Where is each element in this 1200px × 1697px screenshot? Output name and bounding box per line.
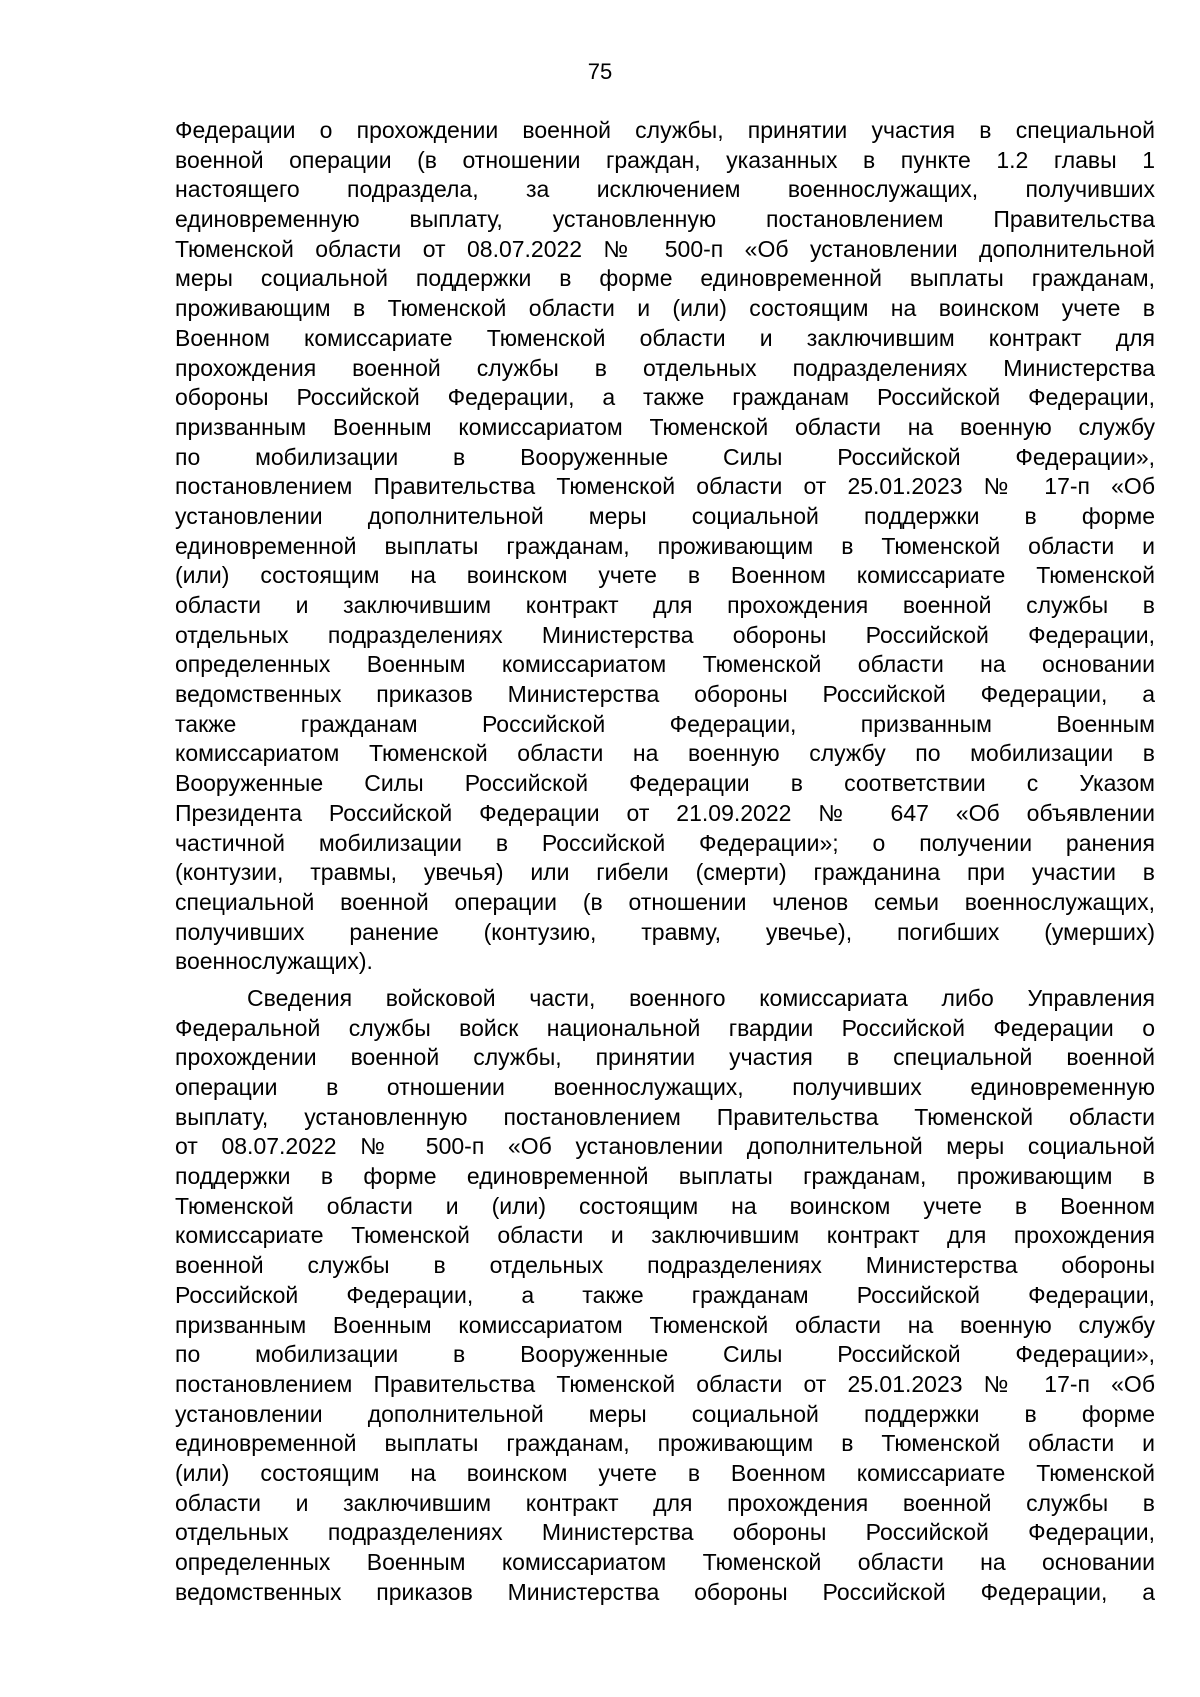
text-line: (или) состоящим на воинском учете в Военном комиссариате Тюменской <box>175 562 1155 589</box>
text-line: определенных Военным комиссариатом Тюменской области на основании <box>175 651 1155 678</box>
text-line: Тюменской области от 08.07.2022 № 500-п «Об установлении дополнительной <box>175 235 1155 262</box>
text-line: постановлением Правительства Тюменской области от 25.01.2023 № 17-п «Об <box>175 473 1155 500</box>
text-line: комиссариате Тюменской области и заключившим контракт для прохождения <box>175 1222 1155 1249</box>
text-line: определенных Военным комиссариатом Тюменской области на основании <box>175 1549 1155 1575</box>
text-line: отдельных подразделениях Министерства обороны Российской Федерации, <box>175 621 1155 648</box>
text-line: проживающим в Тюменской области и (или) состоящим на воинском учете в <box>175 295 1155 322</box>
text-line: получивших ранение (контузию, травму, увечье), погибших (умерших) <box>175 918 1155 945</box>
text-line: установлении дополнительной меры социальной поддержки в форме <box>175 502 1155 529</box>
text-line: Президента Российской Федерации от 21.09.2022 № 647 «Об объявлении <box>175 799 1155 826</box>
text-line: настоящего подраздела, за исключением военнослужащих, получивших <box>175 176 1155 203</box>
page-number: 75 <box>587 59 613 84</box>
text-line: комиссариатом Тюменской области на военную службу по мобилизации в <box>175 740 1155 767</box>
text-line: области и заключившим контракт для прохождения военной службы в <box>175 592 1155 618</box>
document-body <box>175 116 1155 1607</box>
paragraph-2 <box>175 984 1155 1607</box>
text-line: единовременную выплату, установленную постановлением Правительства <box>175 206 1155 233</box>
text-line: также гражданам Российской Федерации, призванным Военным <box>175 710 1155 737</box>
text-line: установлении дополнительной меры социальной поддержки в форме <box>175 1400 1155 1427</box>
text-line: Федерации о прохождении военной службы, принятии участия в специальной <box>175 117 1155 143</box>
text-line: прохождении военной службы, принятии участия в специальной военной <box>175 1044 1155 1071</box>
text-line: от 08.07.2022 № 500-п «Об установлении дополнительной меры социальной <box>175 1133 1155 1160</box>
text-line: Военном комиссариате Тюменской области и заключившим контракт для <box>175 324 1155 351</box>
text-line: ведомственных приказов Министерства обороны Российской Федерации, а <box>175 681 1155 708</box>
text-line: (контузии, травмы, увечья) или гибели (смерти) гражданина при участии в <box>175 859 1155 886</box>
text-line: меры социальной поддержки в форме единовременной выплаты гражданам, <box>175 265 1155 292</box>
text-line: единовременной выплаты гражданам, проживающим в Тюменской области и <box>175 1430 1155 1457</box>
text-line: прохождения военной службы в отдельных подразделениях Министерства <box>175 354 1155 381</box>
text-line: постановлением Правительства Тюменской области от 25.01.2023 № 17-п «Об <box>175 1370 1155 1397</box>
text-line: призванным Военным комиссариатом Тюменской области на военную службу <box>175 413 1155 440</box>
text-line: военной службы в отдельных подразделениях Министерства обороны <box>175 1252 1155 1279</box>
text-line: по мобилизации в Вооруженные Силы Российской Федерации», <box>175 1341 1155 1368</box>
text-line: поддержки в форме единовременной выплаты гражданам, проживающим в <box>175 1163 1155 1190</box>
text-line: области и заключившим контракт для прохождения военной службы в <box>175 1489 1155 1516</box>
text-line: (или) состоящим на воинском учете в Военном комиссариате Тюменской <box>175 1459 1155 1486</box>
text-line: ведомственных приказов Министерства обороны Российской Федерации, а <box>175 1578 1155 1605</box>
text-line: частичной мобилизации в Российской Федерации»; о получении ранения <box>175 829 1155 856</box>
text-line: по мобилизации в Вооруженные Силы Российской Федерации», <box>175 443 1155 470</box>
text-line: единовременной выплаты гражданам, проживающим в Тюменской области и <box>175 532 1155 559</box>
text-line: военной операции (в отношении граждан, указанных в пункте 1.2 главы 1 <box>175 146 1155 173</box>
text-line: выплату, установленную постановлением Правительства Тюменской области <box>175 1103 1155 1130</box>
text-line: отдельных подразделениях Министерства обороны Российской Федерации, <box>175 1519 1155 1546</box>
text-line: призванным Военным комиссариатом Тюменской области на военную службу <box>175 1311 1155 1338</box>
text-line: Вооруженные Силы Российской Федерации в соответствии с Указом <box>175 770 1155 797</box>
text-line: специальной военной операции (в отношении членов семьи военнослужащих, <box>175 888 1155 915</box>
text-line: Российской Федерации, а также гражданам Российской Федерации, <box>175 1281 1155 1308</box>
paragraph-spacer <box>175 977 1155 984</box>
text-line: Федеральной службы войск национальной гвардии Российской Федерации о <box>175 1014 1155 1041</box>
text-line: операции в отношении военнослужащих, получивших единовременную <box>175 1074 1155 1100</box>
text-line: военнослужащих). <box>175 948 373 975</box>
text-line: обороны Российской Федерации, а также гражданам Российской Федерации, <box>175 384 1155 411</box>
text-line: Тюменской области и (или) состоящим на воинском учете в Военном <box>175 1192 1155 1219</box>
text-line: Сведения войсковой части, военного комиссариата либо Управления <box>247 984 1155 1011</box>
paragraph-1 <box>175 116 1155 977</box>
